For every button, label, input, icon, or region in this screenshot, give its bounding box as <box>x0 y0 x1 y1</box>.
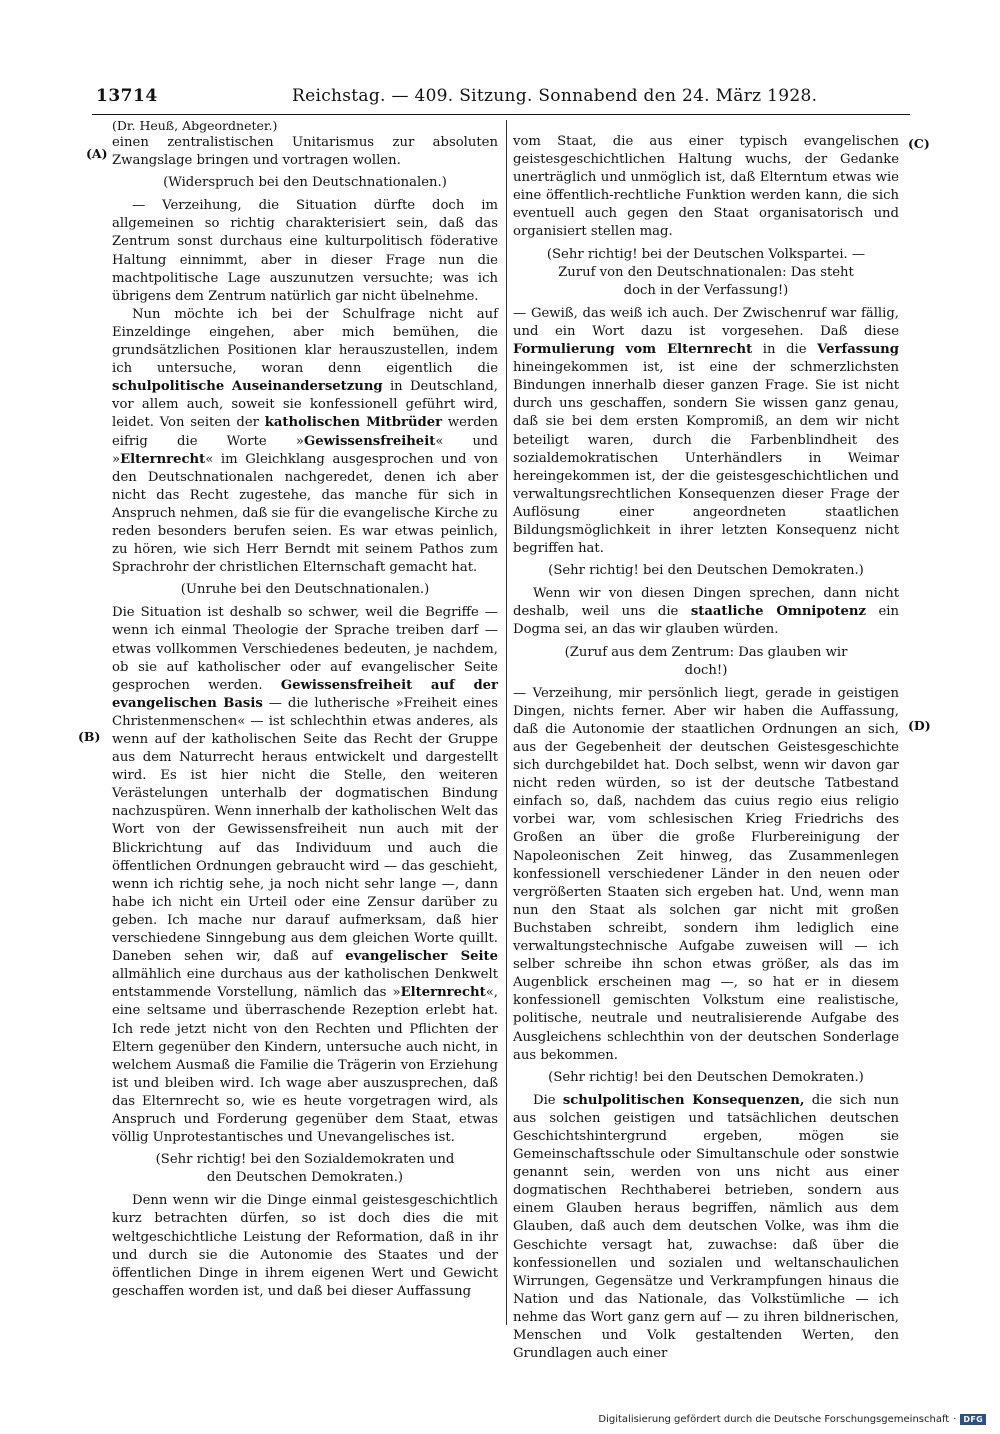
separator: · <box>953 1414 957 1425</box>
margin-mark-a: (A) <box>86 146 108 161</box>
paragraph: Denn wenn wir die Dinge einmal geistesgeschichtlich kurz betrachten dürfen, so ist doch dies die mit weltgeschichtliche Leistung der Reformation, daß in ihr und durch sie die Autonomie des Staates und der öffentlichen Dinge in ihrem eigenen Wert und Gewicht geschaffen worden ist, und daß bei dieser Auffassung <box>112 1193 498 1299</box>
paragraph: vom Staat, die aus einer typisch evangelischen geistesgeschichtlichen Haltung wuchs, der Gedanke unerträglich und unmöglich ist, daß Elterntum etwas wie eine öffentlich-rechtliche Funktion werden kann, die sich eventuell auch gegen den Staat organisatorisch und organisiert stellen mag. <box>513 134 899 240</box>
bold-term: staatliche Omnipotenz <box>690 604 867 620</box>
margin-mark-d: (D) <box>908 718 931 733</box>
interjection: (Sehr richtig! bei den Deutschen Demokraten.) <box>548 1069 864 1085</box>
bold-term: schulpolitische Auseinandersetzung <box>112 379 383 395</box>
credit-text: Digitalisierung gefördert durch die Deutsche Forschungsgemeinschaft <box>598 1414 950 1425</box>
paragraph: Die Situation ist deshalb so schwer, weil die Begriffe — wenn ich einmal Theologie der Sprache treiben darf — etwas vollkommen Verschiedenes bedeuten, je nachdem, ob sie auf katholischer oder auf evangelischer Seite gesprochen werden. Gewissensfreiheit auf der evangelischen Basis — die lutherische »Freiheit eines Christenmenschen« — ist schlechthin etwas anderes, als wenn auf der katholischen Seite das Recht der Gruppe aus dem Naturrecht heraus entwickelt und dargestellt wird. Es ist hier nicht die Stelle, den weiteren Verästelungen unterhalb der dogmatischen Bindung nachzuspüren. Wenn innerhalb der katholischen Welt das Wort von der Gewissensfreiheit nun auch mit der Blickrichtung auf das Individuum und auch die öffentlichen Ordnungen gebraucht wird — das geschieht, wenn ich richtig sehe, ja noch nicht sehr lange —, dann habe ich nicht ein Urteil oder eine Zensur darüber zu geben. Ich mache nur darauf aufmerksam, daß hier verschiedene Sinngebung aus dem gleichen Worte quillt. Daneben sehen wir, daß auf evangelischer Seite allmählich eine durchaus aus der katholischen Denkwelt entstammende Vorstellung, nämlich das »Elternrecht«, eine seltsame und überraschende Rezeption erlebt hat. Ich rede jetzt nicht von den Rechten und Pflichten der Eltern gegenüber den Kindern, untersuche auch nicht, in welchem Ausmaß die Familie die Trägerin von Erziehung ist und bleiben wird. Ich wage aber auszusprechen, daß das Elternrecht so, wie es heute vorgetragen wird, als Anspruch und Forderung gegenüber dem Staat, etwas völlig Unprotestantisches und Unevangelisches ist. <box>112 605 498 1146</box>
bold-term: Gewissensfreiheit auf der evangelischen Basis <box>112 677 498 711</box>
dfg-logo: DFG <box>960 1414 986 1425</box>
page-number: 13714 <box>96 86 158 106</box>
bold-term: Elternrecht <box>120 451 206 467</box>
bold-term: schulpolitischen Konsequenzen, <box>562 1092 805 1108</box>
bold-term: Formulierung vom Elternrecht <box>513 342 753 358</box>
paragraph: Wenn wir von diesen Dingen sprechen, dann nicht deshalb, weil uns die staatliche Omnipotenz ein Dogma sei, an das wir glauben würden. <box>513 586 899 638</box>
paragraph: Die schulpolitischen Konsequenzen, die sich nun aus solchen geistigen und tatsächlichen deutschen Geschichtshintergrund ergeben, mögen sie Gemeinschaftsschule oder Simultanschule oder sonstwie genannt sein, werden von uns nicht aus einer dogmatischen Rechthaberei betrieben, sondern aus einem Glauben heraus begriffen, nämlich aus dem Glauben, daß auch dem deutschen Volke, was ihm die Geschichte versagt hat, zuwachse: daß über die konfessionellen und sozialen und weltanschaulichen Wirrungen, Gegensätze und Verkrampfungen hinaus die Nation und das Nationale, das Volkstümliche — ich nehme das Wort ganz gern auf — zu ihren bildnerischen, Menschen und Volk gestaltenden Werten, den Grundlagen auch einer <box>513 1092 899 1362</box>
paragraph: — Verzeihung, mir persönlich liegt, gerade in geistigen Dingen, nichts ferner. Aber wir haben die Auffassung, daß die Autonomie der staatlichen Ordnungen an sich, aus der Gegebenheit der deutschen Geistesgeschichte sich durchgebildet hat. Doch selbst, wenn wir davon gar nicht reden würden, so ist der deutsche Tatbestand einfach so, daß, nachdem das cuius regio eius religio vorbei war, vom schlesischen Krieg Friedrichs des Großen an über die große Flurbereinigung der Napoleonischen Zeit hinweg, das Zusammenlegen konfessionell verschiedener Länder in den neuen oder vergrößerten Staaten sich ergeben hat. Und, wenn man nun den Staat als solchen gar nicht mit großen Buchstaben schreibt, sondern ihm lediglich eine verwaltungstechnische Aufgabe zuweisen will — ich selber schreibe ihn schon etwas größer, als das im Augenblick erscheinen mag —, so hat er in diesem konfessionell gemischten Volkstum eine realistische, politische, neutrale und neutralisierende Aufgabe des Ausgleichens schlechthin von der deutschen Sonderlage aus bekommen. <box>513 685 899 1063</box>
right-column <box>513 133 899 1363</box>
paragraph: Nun möchte ich bei der Schulfrage nicht auf Einzeldinge eingehen, aber mich bemühen, die grundsätzlichen Positionen klar herauszustellen, indem ich untersuche, woran denn eigentlich die schulpolitische Auseinandersetzung in Deutschland, vor allem auch, soweit sie konfessionell geführt wird, leidet. Von seiten der katholischen Mitbrüder werden eifrig die Worte »Gewissensfreiheit« und »Elternrecht« im Gleichklang ausgesprochen und von den Deutschnationalen nachgeredet, denen ich aber nicht das Recht zugestehe, das manche für sich in Anspruch nehmen, daß sie für die evangelische Kirche zu reden besonders berufen seien. Es war etwas peinlich, zu hören, wie sich Herr Berndt mit seinem Pathos zum Sprachrohr der christlichen Elternschaft gemacht hat. <box>112 306 498 576</box>
paragraph: — Gewiß, das weiß ich auch. Der Zwischenruf war fällig, und ein Wort dazu ist vorgesehen. Daß diese Formulierung vom Elternrecht in die Verfassung hineingekommen ist, ist eine der schmerzlichsten Bindungen innerhalb dieser ganzen Frage. Sie ist nicht durch uns geschaffen, sondern Sie wissen ganz genau, daß sie bei dem ersten Kompromiß, an dem wir nicht beteiligt waren, durch die Farbenblindheit des sozialdemokratischen Unterhändlers in Weimar hereingekommen ist, der die geistesgeschichtlichen und verwaltungsrechtlichen Konsequenzen dieser Frage der Auflösung einer angeordneten staatlichen Bildungsmöglichkeit in ihrer letzten Konsequenz nicht begriffen hat. <box>513 305 899 557</box>
bold-term: katholischen Mitbrüder <box>264 415 443 431</box>
running-title: Reichstag. — 409. Sitzung. Sonnabend den 24. März 1928. <box>292 86 818 106</box>
bold-term: Elternrecht <box>400 985 486 1001</box>
left-column <box>112 134 498 1301</box>
interjection: (Sehr richtig! bei der Deutschen Volkspartei. — Zuruf von den Deutschnationalen: Das steht doch in der Verfassung!) <box>546 246 866 298</box>
paragraph: einen zentralistischen Unitarismus zur absoluten Zwangslage bringen und vortragen wollen. <box>112 135 498 169</box>
speaker-note: (Dr. Heuß, Abgeordneter.) <box>112 118 278 133</box>
column-divider <box>506 120 507 1325</box>
interjection: (Sehr richtig! bei den Deutschen Demokraten.) <box>548 563 864 579</box>
interjection: (Zuruf aus dem Zentrum: Das glauben wir doch!) <box>564 644 848 678</box>
bold-term: evangelischer Seite <box>345 949 498 965</box>
margin-mark-c: (C) <box>908 136 930 151</box>
margin-mark-b: (B) <box>78 729 101 744</box>
page-header <box>92 86 910 115</box>
bold-term: Gewissensfreiheit <box>303 433 436 449</box>
interjection: (Sehr richtig! bei den Sozialdemokraten und den Deutschen Demokraten.) <box>155 1152 455 1186</box>
interjection: (Widerspruch bei den Deutschnationalen.) <box>163 175 447 191</box>
bold-term: Verfassung <box>817 342 899 358</box>
paragraph: — Verzeihung, die Situation dürfte doch im allgemeinen so richtig charakterisiert sein, daß das Zentrum sonst durchaus eine kulturpolitisch föderative Haltung einnimmt, aber in dieser Frage nun die machtpolitische Lage auszunutzen versuchte; was ich übrigens dem Zentrum natürlich gar nicht übelnehme. <box>112 198 498 304</box>
footer-credit <box>598 1414 986 1425</box>
interjection: (Unruhe bei den Deutschnationalen.) <box>180 582 430 598</box>
